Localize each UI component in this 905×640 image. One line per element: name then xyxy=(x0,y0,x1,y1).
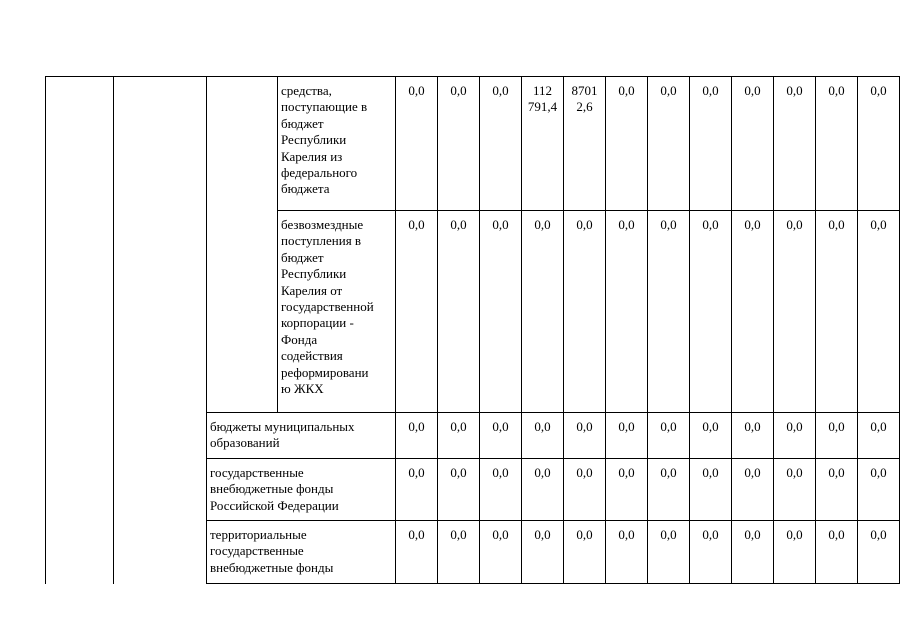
value-cell: 0,0 xyxy=(576,465,593,480)
value-cell: 0,0 xyxy=(870,83,887,98)
value-cell: 0,0 xyxy=(828,419,845,434)
value-cell: 0,0 xyxy=(744,419,761,434)
value-cell: 0,0 xyxy=(576,527,593,542)
value-cell: 0,0 xyxy=(786,419,803,434)
value-cell: 0,0 xyxy=(618,527,635,542)
column-divider xyxy=(815,76,816,584)
value-cell: 0,0 xyxy=(786,217,803,232)
column-divider xyxy=(563,76,564,584)
column-divider xyxy=(113,76,114,584)
value-cell: 0,0 xyxy=(408,465,425,480)
value-cell: 0,0 xyxy=(492,465,509,480)
value-cell: 0,0 xyxy=(744,527,761,542)
value-cell: 0,0 xyxy=(828,527,845,542)
row-divider xyxy=(206,583,900,584)
row-label: государственные внебюджетные фонды Российской Федерации xyxy=(210,465,339,513)
value-cell: 0,0 xyxy=(702,465,719,480)
value-cell: 0,0 xyxy=(618,83,635,98)
value-cell: 0,0 xyxy=(450,465,467,480)
column-divider xyxy=(437,76,438,584)
value-cell: 0,0 xyxy=(618,419,635,434)
value-cell: 0,0 xyxy=(660,419,677,434)
column-divider xyxy=(773,76,774,584)
value-cell: 0,0 xyxy=(702,217,719,232)
value-cell: 0,0 xyxy=(870,527,887,542)
value-cell: 0,0 xyxy=(450,419,467,434)
column-divider xyxy=(479,76,480,584)
value-cell: 0,0 xyxy=(450,527,467,542)
value-cell: 0,0 xyxy=(870,217,887,232)
row-label: бюджеты муниципальных образований xyxy=(210,419,355,451)
row-label: средства, поступающие в бюджет Республики Карелия из федерального бюджета xyxy=(281,83,368,197)
row-divider xyxy=(206,412,900,413)
value-cell: 0,0 xyxy=(744,465,761,480)
value-cell: 0,0 xyxy=(618,217,635,232)
value-cell: 0,0 xyxy=(492,527,509,542)
value-cell: 0,0 xyxy=(408,217,425,232)
value-cell: 0,0 xyxy=(870,465,887,480)
value-cell: 0,0 xyxy=(744,217,761,232)
row-divider xyxy=(206,458,900,459)
value-cell: 0,0 xyxy=(450,83,467,98)
value-cell: 0,0 xyxy=(744,83,761,98)
column-divider xyxy=(521,76,522,584)
value-cell: 0,0 xyxy=(660,217,677,232)
column-divider xyxy=(206,76,207,584)
table-border-top xyxy=(45,76,900,77)
value-cell: 0,0 xyxy=(828,83,845,98)
value-cell: 0,0 xyxy=(660,83,677,98)
value-cell: 0,0 xyxy=(660,527,677,542)
value-cell: 8701 2,6 xyxy=(571,83,598,115)
column-divider xyxy=(857,76,858,584)
value-cell: 0,0 xyxy=(408,527,425,542)
value-cell: 0,0 xyxy=(618,465,635,480)
value-cell: 0,0 xyxy=(828,465,845,480)
row-divider xyxy=(277,210,900,211)
value-cell: 0,0 xyxy=(534,217,551,232)
value-cell: 0,0 xyxy=(534,419,551,434)
value-cell: 0,0 xyxy=(408,83,425,98)
value-cell: 0,0 xyxy=(786,465,803,480)
table-border-right xyxy=(899,76,900,584)
column-divider xyxy=(689,76,690,584)
value-cell: 0,0 xyxy=(534,465,551,480)
value-cell: 0,0 xyxy=(786,527,803,542)
column-divider xyxy=(277,76,278,413)
row-label: безвозмездные поступления в бюджет Республики Карелия от государственной корпорации - Фонда содействия реформировани ю ЖКХ xyxy=(281,217,374,397)
column-divider xyxy=(731,76,732,584)
row-divider xyxy=(206,520,900,521)
value-cell: 0,0 xyxy=(828,217,845,232)
row-label: территориальные государственные внебюджетные фонды xyxy=(210,527,334,575)
value-cell: 0,0 xyxy=(408,419,425,434)
value-cell: 0,0 xyxy=(576,419,593,434)
value-cell: 112 791,4 xyxy=(527,83,558,115)
value-cell: 0,0 xyxy=(702,527,719,542)
table-border-left xyxy=(45,76,46,584)
value-cell: 0,0 xyxy=(534,527,551,542)
value-cell: 0,0 xyxy=(492,217,509,232)
value-cell: 0,0 xyxy=(492,419,509,434)
value-cell: 0,0 xyxy=(702,83,719,98)
column-divider xyxy=(605,76,606,584)
column-divider xyxy=(395,76,396,584)
value-cell: 0,0 xyxy=(660,465,677,480)
value-cell: 0,0 xyxy=(450,217,467,232)
column-divider xyxy=(647,76,648,584)
value-cell: 0,0 xyxy=(576,217,593,232)
value-cell: 0,0 xyxy=(702,419,719,434)
value-cell: 0,0 xyxy=(786,83,803,98)
value-cell: 0,0 xyxy=(870,419,887,434)
value-cell: 0,0 xyxy=(492,83,509,98)
